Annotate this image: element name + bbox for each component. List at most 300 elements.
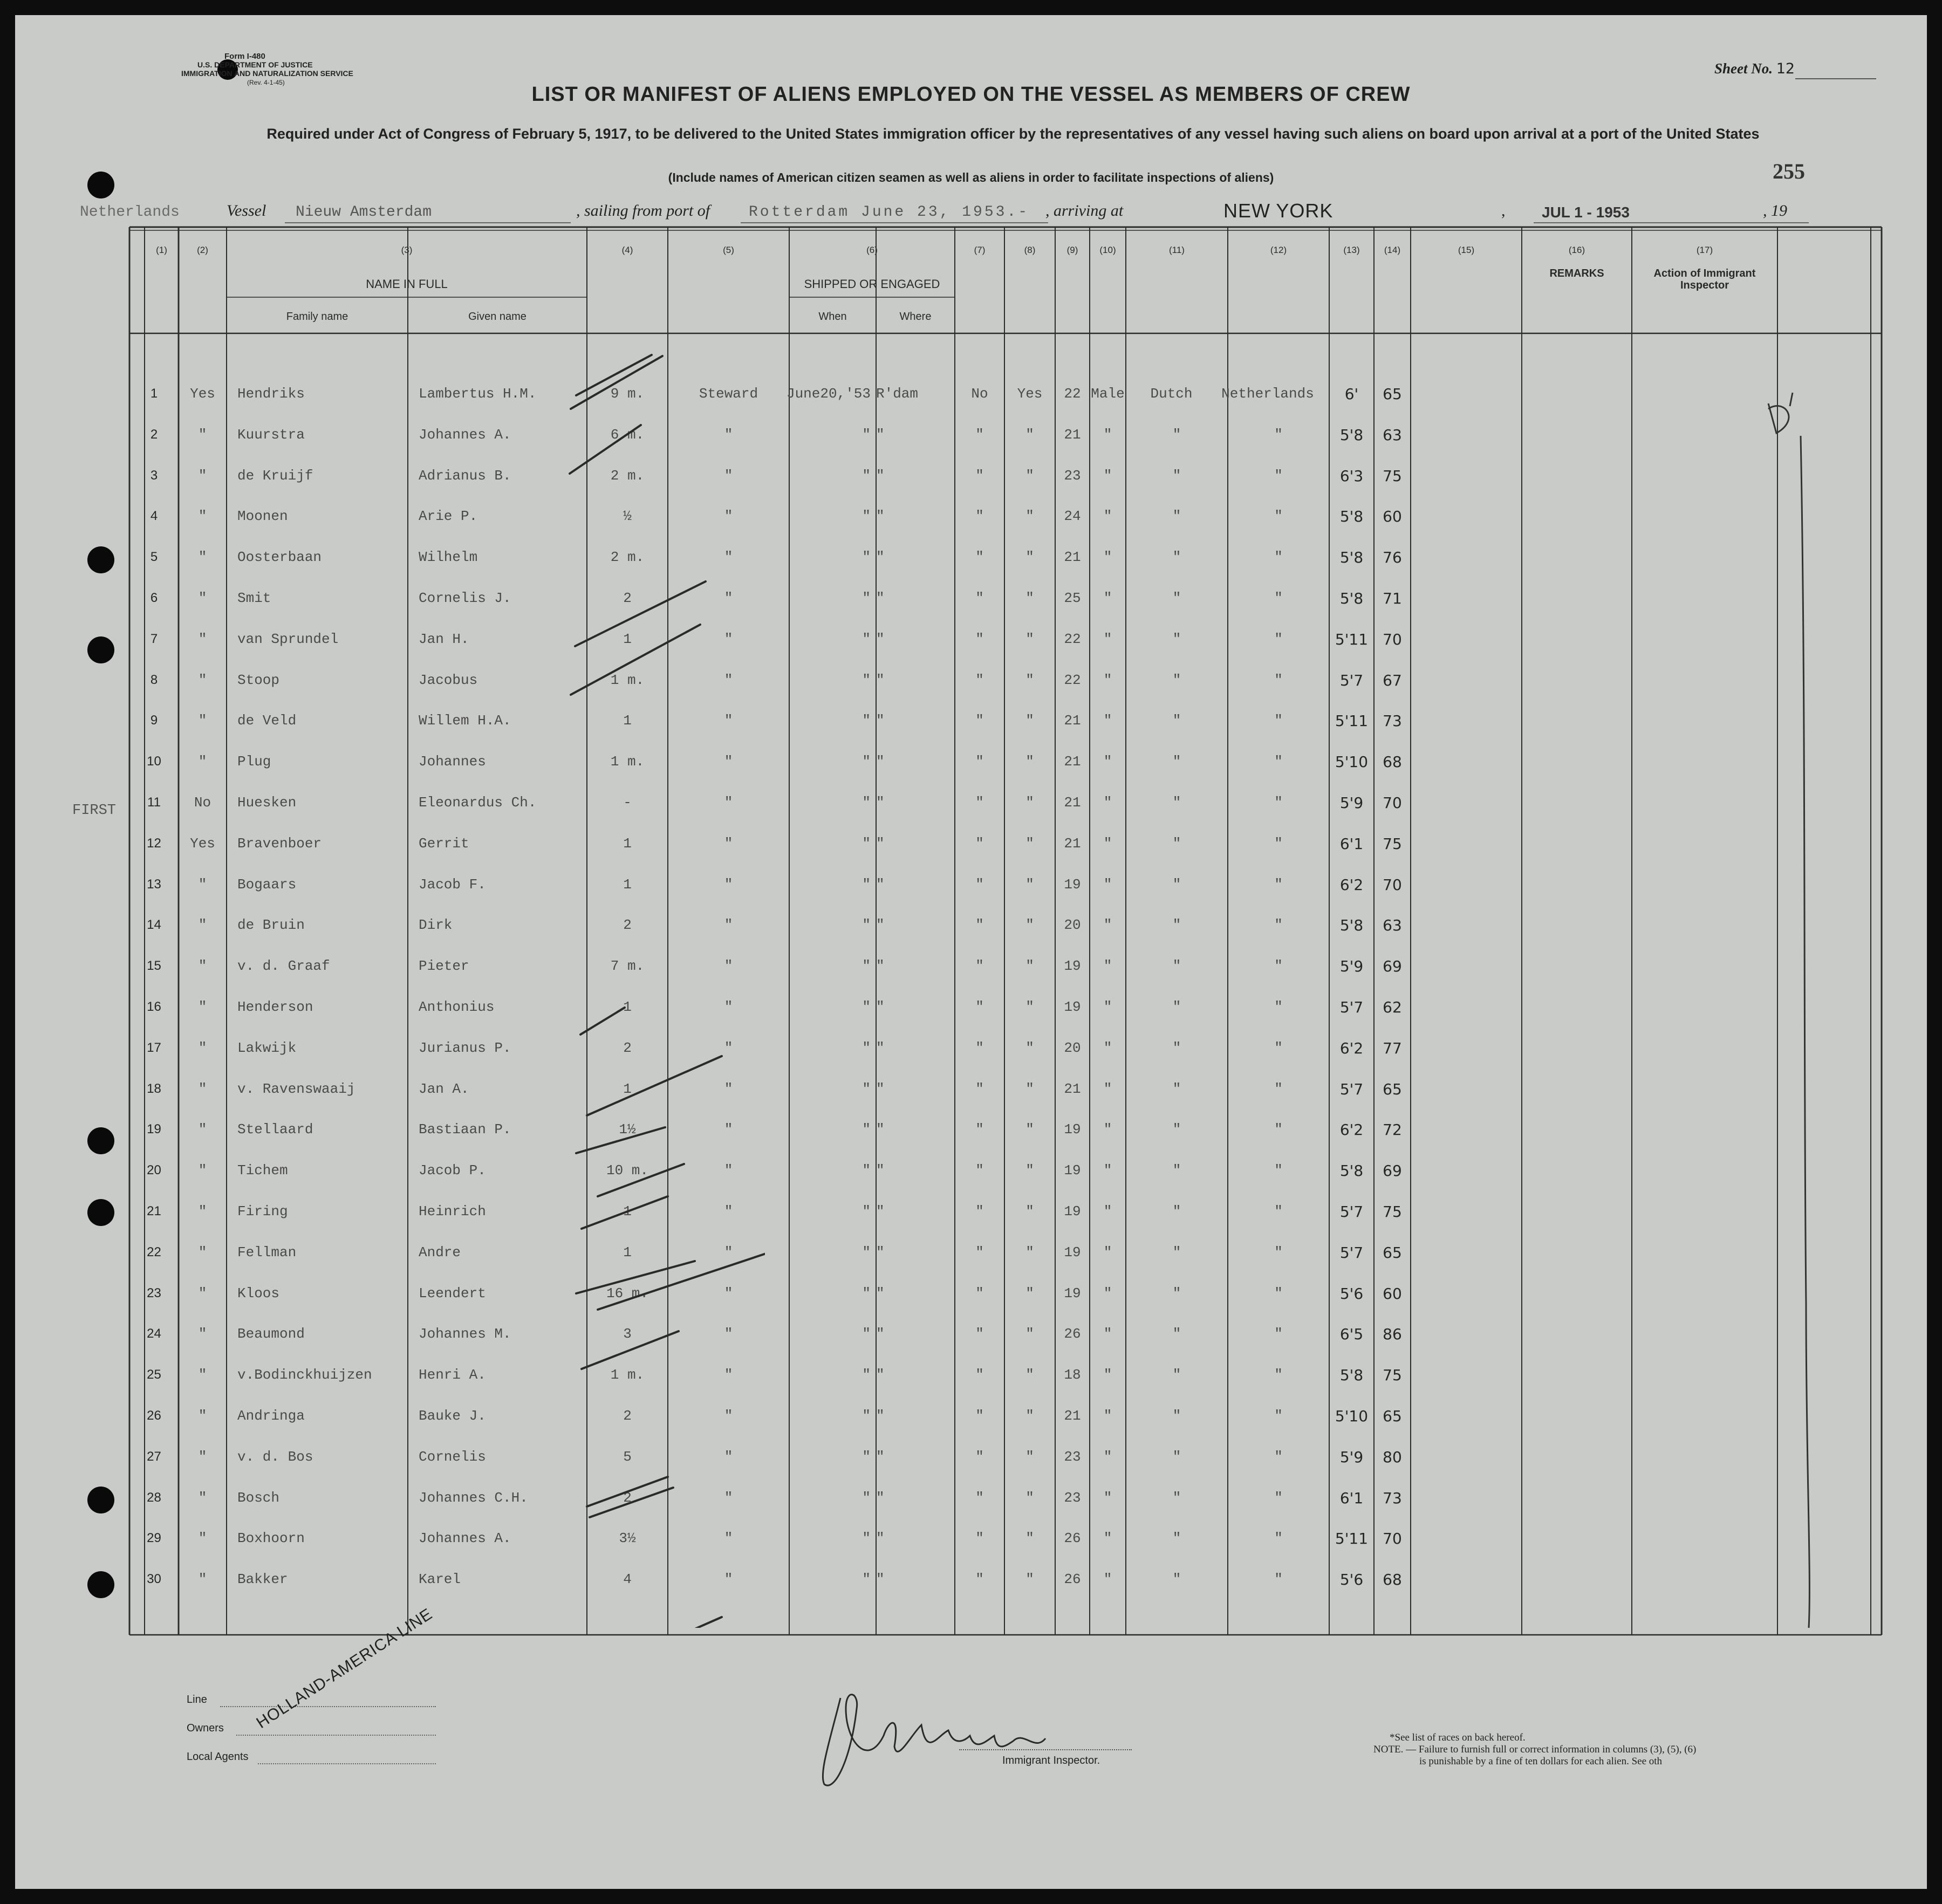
- cell-family: v. Ravenswaaij: [237, 1080, 355, 1097]
- local-agents-label: Local Agents: [187, 1751, 249, 1763]
- cell-age: 21: [1064, 835, 1081, 852]
- cell-family: Firing: [237, 1203, 288, 1220]
- cell-race: ": [1172, 590, 1181, 606]
- cell-height: 6'2: [1339, 875, 1364, 894]
- cell-age: 21: [1064, 1080, 1081, 1097]
- cell-read: ": [1025, 1408, 1034, 1424]
- cell-family: Hendriks: [237, 386, 305, 402]
- cell-last: ": [198, 467, 207, 484]
- cell-when: ": [862, 1448, 871, 1465]
- cell-weight: 65: [1383, 1080, 1402, 1098]
- cell-weight: 69: [1383, 957, 1402, 976]
- cell-age: 19: [1064, 1203, 1081, 1220]
- cell-height: 5'9: [1339, 794, 1364, 812]
- cell-sex: ": [1103, 917, 1112, 934]
- cell-nat: ": [1274, 795, 1283, 811]
- cell-family: Bogaars: [237, 876, 297, 893]
- cell-position: ": [724, 713, 733, 729]
- subheader-family-name: Family name: [286, 311, 348, 323]
- cell-service: 1 m.: [610, 754, 645, 770]
- cell-last: Yes: [190, 835, 215, 852]
- cell-weight: 71: [1383, 590, 1402, 607]
- cell-last: No: [194, 795, 211, 811]
- cell-height: 6'1: [1339, 1489, 1364, 1507]
- cell-nat: ": [1274, 1367, 1283, 1384]
- cell-given: Jacobus: [419, 672, 478, 688]
- cell-no: 1: [150, 386, 158, 401]
- cell-no: 18: [147, 1081, 161, 1096]
- cell-position: ": [724, 1162, 733, 1179]
- cell-last: ": [198, 876, 207, 893]
- column-number: (17): [1696, 245, 1713, 255]
- cell-service: 1: [623, 1244, 632, 1261]
- cell-position: ": [724, 958, 733, 975]
- cell-nat: ": [1274, 1571, 1283, 1588]
- cell-no: 12: [147, 835, 161, 851]
- column-number: (11): [1169, 245, 1185, 255]
- cell-nat: Netherlands: [1221, 386, 1314, 402]
- cell-family: de Veld: [237, 713, 297, 729]
- title: LIST OR MANIFEST OF ALIENS EMPLOYED ON THE VESSEL AS MEMBERS OF CREW: [531, 83, 1411, 106]
- sheet-number-label: Sheet No. 12: [1714, 60, 1795, 77]
- cell-disch: ": [975, 1530, 984, 1547]
- cell-given: Pieter: [419, 958, 469, 975]
- cell-service: 1: [623, 631, 632, 647]
- cell-sex: ": [1103, 508, 1112, 525]
- cell-no: 28: [147, 1490, 161, 1505]
- cell-disch: ": [975, 795, 984, 811]
- subtitle: Required under Act of Congress of February 5, 1917, to be delivered to the United States immigration officer by the representatives of any vessel having such aliens on board upon arrival at a port of the United States: [266, 126, 1760, 142]
- cell-service: 2 m.: [610, 549, 645, 566]
- cell-nat: ": [1274, 631, 1283, 647]
- cell-disch: ": [975, 1244, 984, 1261]
- cell-given: Gerrit: [419, 835, 469, 852]
- inspector-signature: [808, 1676, 1089, 1806]
- cell-race: ": [1172, 1080, 1181, 1097]
- cell-when: ": [862, 1326, 871, 1343]
- cell-given: Jan A.: [419, 1080, 469, 1097]
- cell-where: ": [876, 958, 885, 975]
- line-label: Line: [187, 1694, 207, 1706]
- cell-where: ": [876, 467, 885, 484]
- cell-disch: ": [975, 1367, 984, 1384]
- cell-sex: ": [1103, 1448, 1112, 1465]
- cell-when: ": [862, 754, 871, 770]
- cell-where: ": [876, 631, 885, 647]
- cell-when: ": [862, 426, 871, 443]
- owners-label: Owners: [187, 1722, 224, 1734]
- cell-read: ": [1025, 958, 1034, 975]
- cell-given: Eleonardus Ch.: [419, 795, 537, 811]
- cell-no: 13: [147, 876, 161, 892]
- arrival-port: NEW YORK: [1223, 200, 1334, 222]
- subheader-where: Where: [899, 311, 932, 323]
- cell-given: Cornelis: [419, 1448, 486, 1465]
- holland-america-line-stamp: HOLLAND-AMERICA LINE: [253, 1605, 436, 1732]
- cell-nat: ": [1274, 1162, 1283, 1179]
- cell-position: ": [724, 835, 733, 852]
- column-number: (6): [866, 245, 878, 255]
- cell-where: ": [876, 713, 885, 729]
- cell-height: 5'8: [1339, 426, 1364, 444]
- cell-last: ": [198, 1203, 207, 1220]
- cell-no: 5: [150, 550, 158, 565]
- cell-position: ": [724, 1367, 733, 1384]
- cell-weight: 68: [1383, 753, 1402, 771]
- cell-service: ½: [623, 508, 632, 525]
- cell-where: ": [876, 1162, 885, 1179]
- cell-where: ": [876, 590, 885, 606]
- cell-when: ": [862, 1121, 871, 1138]
- cell-no: 11: [147, 795, 161, 810]
- cell-service: 2 m.: [610, 467, 645, 484]
- cell-where: ": [876, 1326, 885, 1343]
- cell-service: 7 m.: [610, 958, 645, 975]
- cell-given: Bastiaan P.: [419, 1121, 511, 1138]
- cell-weight: 68: [1383, 1571, 1402, 1589]
- cell-disch: ": [975, 1571, 984, 1588]
- cell-where: ": [876, 1408, 885, 1424]
- cell-weight: 75: [1383, 834, 1402, 853]
- cell-last: ": [198, 1489, 207, 1506]
- department: U.S. DEPARTMENT OF JUSTICE: [197, 60, 313, 69]
- cell-sex: ": [1103, 1080, 1112, 1097]
- comma: ,: [1501, 202, 1506, 220]
- cell-service: 16 m.: [606, 1285, 648, 1302]
- cell-family: Stellaard: [237, 1121, 313, 1138]
- cell-last: ": [198, 1408, 207, 1424]
- cell-when: ": [862, 590, 871, 606]
- cell-height: 5'8: [1339, 1366, 1364, 1385]
- cell-last: ": [198, 713, 207, 729]
- cell-position: ": [724, 426, 733, 443]
- cell-given: Anthonius: [419, 999, 495, 1015]
- cell-nat: ": [1274, 1530, 1283, 1547]
- cell-sex: ": [1103, 713, 1112, 729]
- cell-family: Lakwijk: [237, 1039, 297, 1056]
- cell-read: ": [1025, 999, 1034, 1015]
- cell-read: ": [1025, 1489, 1034, 1506]
- cell-sex: ": [1103, 467, 1112, 484]
- cell-age: 26: [1064, 1530, 1081, 1547]
- cell-disch: ": [975, 1121, 984, 1138]
- cell-sex: ": [1103, 590, 1112, 606]
- cell-age: 21: [1064, 426, 1081, 443]
- cell-race: ": [1172, 1367, 1181, 1384]
- cell-read: ": [1025, 1530, 1034, 1547]
- cell-weight: 75: [1383, 1366, 1402, 1385]
- cell-no: 22: [147, 1244, 161, 1259]
- cell-family: Bakker: [237, 1571, 288, 1588]
- sailing-label: , sailing from port of: [576, 202, 710, 220]
- cell-where: ": [876, 1489, 885, 1506]
- cell-read: ": [1025, 1203, 1034, 1220]
- cell-nat: ": [1274, 672, 1283, 688]
- cell-race: Dutch: [1150, 386, 1193, 402]
- cell-sex: ": [1103, 426, 1112, 443]
- inspector-action-marks: [1752, 387, 1838, 1682]
- cell-no: 14: [147, 917, 161, 933]
- cell-position: Steward: [699, 386, 758, 402]
- cell-service: 1: [623, 876, 632, 893]
- cell-given: Jacob P.: [419, 1162, 486, 1179]
- cell-read: ": [1025, 1285, 1034, 1302]
- cell-no: 26: [147, 1408, 161, 1423]
- cell-nat: ": [1274, 1489, 1283, 1506]
- cell-service: 3½: [619, 1530, 636, 1547]
- cell-disch: ": [975, 1203, 984, 1220]
- cell-read: ": [1025, 713, 1034, 729]
- cell-last: ": [198, 1326, 207, 1343]
- cell-height: 5'8: [1339, 508, 1364, 526]
- cell-position: ": [724, 1408, 733, 1424]
- cell-sex: ": [1103, 835, 1112, 852]
- cell-given: Jurianus P.: [419, 1039, 511, 1056]
- cell-service: -: [623, 795, 632, 811]
- cell-disch: ": [975, 1162, 984, 1179]
- cell-weight: 67: [1383, 671, 1402, 689]
- cell-read: ": [1025, 1244, 1034, 1261]
- cell-weight: 65: [1383, 1407, 1402, 1425]
- cell-where: ": [876, 1530, 885, 1547]
- cell-disch: ": [975, 1448, 984, 1465]
- cell-sex: ": [1103, 1326, 1112, 1343]
- cell-where: ": [876, 795, 885, 811]
- cell-race: ": [1172, 1203, 1181, 1220]
- cell-age: 22: [1064, 386, 1081, 402]
- cell-read: ": [1025, 508, 1034, 525]
- cell-read: ": [1025, 1326, 1034, 1343]
- cell-where: ": [876, 876, 885, 893]
- cell-sex: ": [1103, 1530, 1112, 1547]
- cell-family: Fellman: [237, 1244, 297, 1261]
- cell-position: ": [724, 1326, 733, 1343]
- cell-sex: Male: [1091, 386, 1125, 402]
- cell-given: Jacob F.: [419, 876, 486, 893]
- cell-position: ": [724, 467, 733, 484]
- cell-race: ": [1172, 1408, 1181, 1424]
- cell-nat: ": [1274, 1408, 1283, 1424]
- cell-last: ": [198, 1080, 207, 1097]
- cell-read: ": [1025, 1571, 1034, 1588]
- cell-weight: 63: [1383, 426, 1402, 444]
- cell-family: Moonen: [237, 508, 288, 525]
- cell-disch: ": [975, 754, 984, 770]
- cell-when: June20,'53: [786, 386, 871, 402]
- cell-sex: ": [1103, 631, 1112, 647]
- cell-disch: ": [975, 1408, 984, 1424]
- cell-no: 20: [147, 1163, 161, 1178]
- cell-when: ": [862, 672, 871, 688]
- cell-no: 6: [150, 591, 158, 605]
- cell-race: ": [1172, 795, 1181, 811]
- cell-race: ": [1172, 835, 1181, 852]
- cell-when: ": [862, 1408, 871, 1424]
- cell-no: 29: [147, 1531, 161, 1546]
- cell-family: Beaumond: [237, 1326, 305, 1343]
- cell-race: ": [1172, 999, 1181, 1015]
- cell-position: ": [724, 1080, 733, 1097]
- cell-family: de Bruin: [237, 917, 305, 934]
- cell-age: 21: [1064, 1408, 1081, 1424]
- cell-no: 23: [147, 1285, 161, 1300]
- cell-service: 9 m.: [610, 386, 645, 402]
- cell-service: 1: [623, 713, 632, 729]
- cell-family: de Kruijf: [237, 467, 313, 484]
- cell-last: ": [198, 1039, 207, 1056]
- cell-nat: ": [1274, 426, 1283, 443]
- cell-position: ": [724, 1448, 733, 1465]
- manifest-sheet: [15, 15, 1927, 1889]
- cell-disch: ": [975, 835, 984, 852]
- cell-family: v. d. Graaf: [237, 958, 330, 975]
- cell-race: ": [1172, 426, 1181, 443]
- cell-service: 3: [623, 1326, 632, 1343]
- cell-no: 27: [147, 1449, 161, 1464]
- cell-position: ": [724, 508, 733, 525]
- cell-age: 23: [1064, 1489, 1081, 1506]
- cell-sex: ": [1103, 999, 1112, 1015]
- cell-nat: ": [1274, 1203, 1283, 1220]
- cell-race: ": [1172, 1285, 1181, 1302]
- cell-height: 6'2: [1339, 1121, 1364, 1139]
- cell-sex: ": [1103, 1571, 1112, 1588]
- cell-race: ": [1172, 754, 1181, 770]
- cell-sex: ": [1103, 1244, 1112, 1261]
- cell-read: ": [1025, 672, 1034, 688]
- cell-when: ": [862, 1489, 871, 1506]
- arriving-label: , arriving at: [1045, 202, 1124, 220]
- cell-disch: ": [975, 876, 984, 893]
- cell-last: ": [198, 672, 207, 688]
- subheader-given-name: Given name: [468, 311, 526, 323]
- cell-height: 5'9: [1339, 1448, 1364, 1466]
- cell-position: ": [724, 1571, 733, 1588]
- column-number: (13): [1343, 245, 1360, 255]
- cell-no: 21: [147, 1204, 161, 1218]
- cell-when: ": [862, 835, 871, 852]
- cell-age: 19: [1064, 876, 1081, 893]
- cell-read: ": [1025, 754, 1034, 770]
- cell-last: ": [198, 1530, 207, 1547]
- cell-when: ": [862, 631, 871, 647]
- cell-family: Bosch: [237, 1489, 280, 1506]
- cell-nat: ": [1274, 917, 1283, 934]
- cell-disch: ": [975, 467, 984, 484]
- cell-disch: ": [975, 1489, 984, 1506]
- cell-family: v. d. Bos: [237, 1448, 313, 1465]
- cell-service: 1 m.: [610, 1367, 645, 1384]
- cell-last: ": [198, 508, 207, 525]
- cell-family: Stoop: [237, 672, 280, 688]
- cell-when: ": [862, 1039, 871, 1056]
- cell-family: Huesken: [237, 795, 297, 811]
- cell-family: Bravenboer: [237, 835, 322, 852]
- cell-weight: 60: [1383, 1284, 1402, 1303]
- cell-service: 4: [623, 1571, 632, 1588]
- cell-height: 6'1: [1339, 834, 1364, 853]
- cell-position: ": [724, 1203, 733, 1220]
- column-title: Action of Immigrant Inspector: [1653, 268, 1756, 291]
- cell-when: ": [862, 713, 871, 729]
- cell-when: ": [862, 999, 871, 1015]
- cell-disch: No: [971, 386, 988, 402]
- cell-when: ": [862, 1203, 871, 1220]
- cell-where: ": [876, 1571, 885, 1588]
- cell-height: 5'10: [1335, 753, 1369, 771]
- cell-disch: ": [975, 549, 984, 566]
- cell-position: ": [724, 549, 733, 566]
- cell-given: Arie P.: [419, 508, 478, 525]
- cell-service: 1 m.: [610, 672, 645, 688]
- cell-weight: 60: [1383, 508, 1402, 526]
- cell-when: ": [862, 917, 871, 934]
- column-title: REMARKS: [1549, 268, 1604, 279]
- cell-sex: ": [1103, 1203, 1112, 1220]
- cell-given: Andre: [419, 1244, 461, 1261]
- cell-sex: ": [1103, 1162, 1112, 1179]
- cell-when: ": [862, 876, 871, 893]
- cell-nat: ": [1274, 590, 1283, 606]
- cell-age: 19: [1064, 958, 1081, 975]
- cell-sex: ": [1103, 1408, 1112, 1424]
- cell-no: 16: [147, 999, 161, 1014]
- cell-family: Kloos: [237, 1285, 280, 1302]
- cell-nat: ": [1274, 1448, 1283, 1465]
- instruction: (Include names of American citizen seamen as well as aliens in order to facilitate inspections of aliens): [668, 170, 1274, 184]
- cell-read: ": [1025, 631, 1034, 647]
- cell-last: ": [198, 1367, 207, 1384]
- cell-disch: ": [975, 426, 984, 443]
- agents-rule: [258, 1763, 436, 1764]
- cell-height: 5'6: [1339, 1571, 1364, 1589]
- cell-race: ": [1172, 1039, 1181, 1056]
- cell-where: ": [876, 1367, 885, 1384]
- cell-read: ": [1025, 1448, 1034, 1465]
- cell-where: ": [876, 835, 885, 852]
- cell-given: Johannes M.: [419, 1326, 511, 1343]
- cell-age: 18: [1064, 1367, 1081, 1384]
- cell-position: ": [724, 1121, 733, 1138]
- cell-no: 19: [147, 1122, 161, 1137]
- cell-family: Kuurstra: [237, 426, 305, 443]
- cell-disch: ": [975, 508, 984, 525]
- line-rule: [220, 1706, 436, 1707]
- column-title: SHIPPED OR ENGAGED: [804, 277, 940, 291]
- cell-nat: ": [1274, 467, 1283, 484]
- cell-nat: ": [1274, 835, 1283, 852]
- cell-no: 30: [147, 1572, 161, 1587]
- column-number: (7): [974, 245, 986, 255]
- cell-sex: ": [1103, 1367, 1112, 1384]
- cell-service: 6 m.: [610, 426, 645, 443]
- table-grid: [15, 15, 1927, 1889]
- cell-age: 23: [1064, 467, 1081, 484]
- cell-no: 9: [150, 713, 158, 728]
- cell-race: ": [1172, 876, 1181, 893]
- cell-given: Johannes C.H.: [419, 1489, 528, 1506]
- cell-when: ": [862, 467, 871, 484]
- cell-given: Adrianus B.: [419, 467, 511, 484]
- cell-service: 2: [623, 590, 632, 606]
- cell-disch: ": [975, 917, 984, 934]
- cell-where: ": [876, 672, 885, 688]
- cell-given: Bauke J.: [419, 1408, 486, 1424]
- cell-read: Yes: [1017, 386, 1043, 402]
- cell-weight: 69: [1383, 1162, 1402, 1180]
- cell-height: 5'7: [1339, 671, 1364, 689]
- cell-race: ": [1172, 917, 1181, 934]
